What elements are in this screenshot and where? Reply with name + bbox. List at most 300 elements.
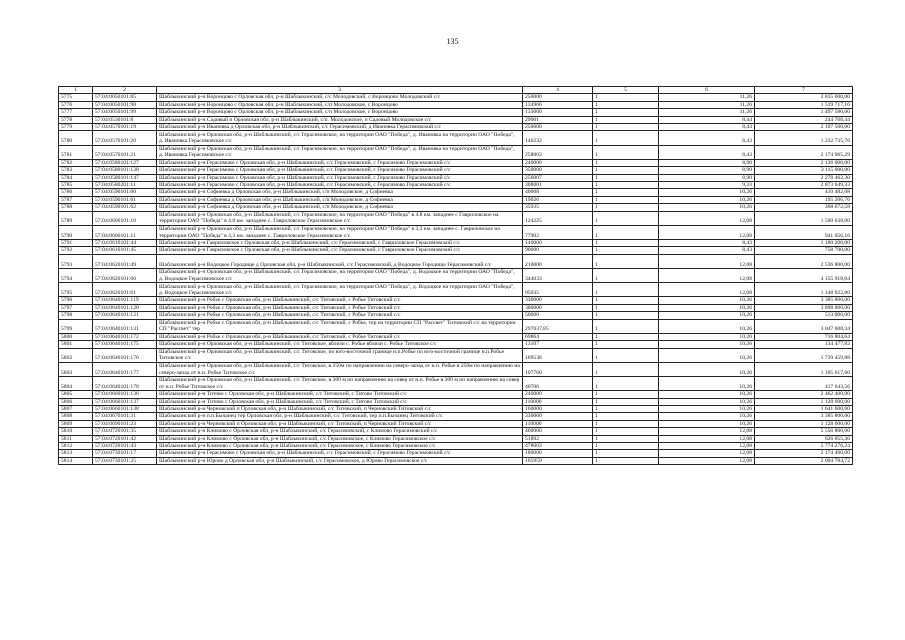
cadastral-value: 1 497 580,00: [755, 109, 853, 116]
count-value: 1: [593, 182, 659, 189]
count-value: 1: [593, 435, 659, 442]
row-number: 5781: [59, 145, 93, 159]
location-address: Шаблыкинский р-н Робье с Орловская обл, р-н Шаблыкинский, с/с Титовский, с Робье Титовский с/с: [157, 312, 523, 319]
cadastral-number: 57:04:0660101:138: [93, 406, 157, 413]
count-value: 1: [593, 204, 659, 211]
rate-value: 10,26: [659, 297, 755, 304]
table-row: [59, 247, 853, 254]
location-address: Шаблыкинский р-н Орловская обл, р-н Шаблыкинский, с/с Герасимовское, на территории ОАО "Победа", д. Ивановка на территории ОАО "Победа", д. Ивановка Герасимовское с/с: [157, 131, 523, 145]
table-row: [59, 297, 853, 304]
table-row: [59, 413, 853, 420]
area-value: 350000: [523, 167, 593, 174]
cadastral-number: 57:04:0720101:42: [93, 435, 157, 442]
cadastral-value: 1 739 459,88: [755, 348, 853, 362]
row-number: 5788: [59, 204, 93, 211]
area-value: 13107: [523, 341, 593, 348]
area-value: 240000: [523, 159, 593, 166]
rate-value: 10,26: [659, 319, 755, 333]
location-address: Шаблыкинский р-н Титово с Орловская обл, р-н Шаблыкинский, с/с Титовский, с Титово Титовский с/с: [157, 391, 523, 398]
cadastral-number: 57:04:0050101:99: [93, 109, 157, 116]
column-number: 6: [659, 87, 755, 94]
table-row: [59, 116, 853, 123]
cadastral-value: 1 641 600,00: [755, 406, 853, 413]
count-value: 1: [593, 312, 659, 319]
table-row: [59, 204, 853, 211]
count-value: 1: [593, 94, 659, 101]
location-address: Шаблыкинский р-н Робье с Орловская обл, р-н Шаблыкинский, с/с Титовский, с Робье Титовский с/с: [157, 333, 523, 340]
area-value: 95035: [523, 283, 593, 297]
location-address: Шаблыкинский р-н Герасимово с Орловская обл, р-н Шаблыкинский, с/с Герасимовский, с Герасимово Герасимовский с/с: [157, 182, 523, 189]
rate-value: 10,26: [659, 333, 755, 340]
cadastral-number: 57:04:0600101:10: [93, 211, 157, 225]
rate-value: 10,26: [659, 312, 755, 319]
count-value: 1: [593, 406, 659, 413]
cadastral-number: 57:04:0640101:176: [93, 348, 157, 362]
cadastral-number: 57:04:0530101:8: [93, 116, 157, 123]
location-address: Шаблыкинский р-н Орловская обл, р-н Шаблыкинский, с/с Титовское, в 300 м по направлению на север от н.п. Робье в 300 м по направлению на север от н.п. Робье Титовское с/с: [157, 377, 523, 391]
cadastral-value: 2 174 400,00: [755, 450, 853, 457]
location-address: Шаблыкинский р-н Климово с Орловская обл, р-н Шаблыкинский, с/с Герасимовское, с Климово Герасимовское с/с: [157, 435, 523, 442]
table-row: [59, 450, 853, 457]
row-number: 5786: [59, 189, 93, 196]
row-number: 5803: [59, 362, 93, 376]
area-value: 19026: [523, 196, 593, 203]
location-address: Шаблыкинский р-н Робье с Орловская обл, р-н Шаблыкинский, с/с Титовский, с Робье Титовский с/с: [157, 297, 523, 304]
area-value: 107760: [523, 362, 593, 376]
location-address: Шаблыкинский р-н Черновский п Орловская обл, р-н Шаблыкинский, с/с Титовский, п Черновский Титовский с/с: [157, 406, 523, 413]
cadastral-number: 57:04:0730101:25: [93, 457, 157, 464]
table-row: [59, 174, 853, 181]
location-address: Шаблыкинский р-н Черновский п Орловская обл, р-н Шаблыкинский, с/с Титовский, п Черновский Титовский с/с: [157, 420, 523, 427]
cadastral-value: 1 128 600,00: [755, 398, 853, 405]
rate-value: 12,08: [659, 283, 755, 297]
count-value: 1: [593, 131, 659, 145]
row-number: 5797: [59, 304, 93, 311]
area-value: 29001: [523, 116, 593, 123]
location-address: Шаблыкинский р-н Гавриловское с Орловская обл, р-н Шаблыкинский, с/с Герасимовский, с Гавриловское Герасимовский с/с: [157, 240, 523, 247]
cadastral-number: 57:04:0640101:131: [93, 319, 157, 333]
location-address: Шаблыкинский р-н Герасимово с Орловская обл, р-н Шаблыкинский, с/с Герасимовский, с Герасимово Герасимовский с/с: [157, 450, 523, 457]
location-address: Шаблыкинский р-н Садовый п Орловская обл, р-н Шаблыкинский, с/п. Молодовское, п Садовый Молодовское с/с: [157, 116, 523, 123]
area-value: 258003: [523, 145, 593, 159]
cadastral-number: 57:04:0640101:120: [93, 304, 157, 311]
cadastral-value: 1 519 717,16: [755, 101, 853, 108]
location-address: Шаблыкинский р-н Орловская обл, р-н Шаблыкинский, с/с Герасимовское, на территории ОАО "Победа", д. Ивановка на территории ОАО "Победа", д. Ивановка Герасимовское с/с: [157, 145, 523, 159]
count-value: 1: [593, 283, 659, 297]
count-value: 1: [593, 398, 659, 405]
count-value: 1: [593, 167, 659, 174]
row-number: 5779: [59, 124, 93, 131]
count-value: 1: [593, 116, 659, 123]
row-number: 5800: [59, 333, 93, 340]
row-number: 5776: [59, 101, 93, 108]
rate-value: 10,26: [659, 304, 755, 311]
row-number: 5805: [59, 391, 93, 398]
rate-value: 10,26: [659, 348, 755, 362]
rate-value: 12,08: [659, 254, 755, 268]
row-number: 5808: [59, 413, 93, 420]
table-row: [59, 109, 853, 116]
table-row: [59, 406, 853, 413]
location-address: Шаблыкинский р-н Орловская обл, р-н Шаблыкинский, с/с Герасимовское, на территории ОАО "Победа" в 4.8 км. западнее с Гавриловское на территории ОАО "Победа" в 4.8 км. западнее с. Гавриловское Герасимовское с/с: [157, 211, 523, 225]
area-value: 180000: [523, 450, 593, 457]
location-address: Шаблыкинский р-н Воронцово с Орловская обл, р-н Шаблыкинский, с/с Молодовский, с Воронцово Молодовский с/с: [157, 94, 523, 101]
row-number: 5784: [59, 174, 93, 181]
table-row: [59, 269, 853, 283]
rate-value: 10,26: [659, 341, 755, 348]
table-row: [59, 94, 853, 101]
location-address: Шаблыкинский р-н Водоцкое Городище д Орловская обл, р-н Шаблыкинский, с/с Герасимовский, д Водоцкое Городище Герасимовский с/с: [157, 254, 523, 268]
rate-value: 8,90: [659, 159, 755, 166]
row-number: 5785: [59, 182, 93, 189]
area-value: 40706: [523, 377, 593, 391]
area-value: 69864: [523, 333, 593, 340]
location-address: Шаблыкинский р-н Ивановка д Орловская обл, р-н Шаблыкинский, с/с Герасимовский, д Ивановка Герасимовский с/с: [157, 124, 523, 131]
table-row: [59, 333, 853, 340]
cadastral-number: 57:04:0590101:60: [93, 189, 157, 196]
count-value: 1: [593, 428, 659, 435]
rate-value: 10,26: [659, 189, 755, 196]
rate-value: 12,08: [659, 443, 755, 450]
row-number: 5780: [59, 131, 93, 145]
area-value: 380000: [523, 304, 593, 311]
table-row: [59, 457, 853, 464]
row-number: 5796: [59, 297, 93, 304]
column-number: 3: [157, 87, 523, 94]
area-value: 134966: [523, 101, 593, 108]
area-value: 478003: [523, 443, 593, 450]
area-value: 297037,85: [523, 319, 593, 333]
count-value: 1: [593, 413, 659, 420]
area-value: 124225: [523, 211, 593, 225]
row-number: 5789: [59, 211, 93, 225]
location-address: Шаблыкинский р-н Воронцово с Орловская обл, р-н Шаблыкинский, с/п Молодовское, с Воронцово: [157, 101, 523, 108]
cadastral-value: 2 278 462,30: [755, 174, 853, 181]
rate-value: 8,43: [659, 131, 755, 145]
table-row: [59, 341, 853, 348]
area-value: 240000: [523, 391, 593, 398]
rate-value: 12,08: [659, 450, 755, 457]
table-row: [59, 435, 853, 442]
rate-value: 12,08: [659, 225, 755, 239]
rate-value: 10,26: [659, 196, 755, 203]
table-row: [59, 304, 853, 311]
area-value: 165959: [523, 457, 593, 464]
area-value: 51892: [523, 435, 593, 442]
cadastral-number: 57:04:0720101:35: [93, 428, 157, 435]
cadastral-value: 1 180 200,00: [755, 240, 853, 247]
table-row: [59, 420, 853, 427]
row-number: 5809: [59, 420, 93, 427]
cadastral-value: 2 136 000,00: [755, 159, 853, 166]
cadastral-number: 57:04:0640101:121: [93, 312, 157, 319]
count-value: 1: [593, 457, 659, 464]
area-value: 250000: [523, 94, 593, 101]
cadastral-value: 1 500 638,00: [755, 211, 853, 225]
rate-value: 11,26: [659, 109, 755, 116]
row-number: 5778: [59, 116, 93, 123]
count-value: 1: [593, 333, 659, 340]
table-row: [59, 131, 853, 145]
cadastral-number: 57:04:0580101:127: [93, 159, 157, 166]
row-number: 5806: [59, 398, 93, 405]
cadastral-number: 57:04:0600101:11: [93, 225, 157, 239]
table-row: [59, 348, 853, 362]
cadastral-number: 57:04:0620101:60: [93, 269, 157, 283]
table-row: [59, 254, 853, 268]
area-value: 35935: [523, 204, 593, 211]
row-number: 5793: [59, 254, 93, 268]
location-address: Шаблыкинский р-н Орловская обл, р-н Шаблыкинский, с/с Герасимовское, на территории ОАО "Победа", д. Водоцкое на территории ОАО "Победа", д. Водоцкое Герасимовское с/с: [157, 283, 523, 297]
rate-value: 8,44: [659, 116, 755, 123]
table-row: [59, 240, 853, 247]
area-value: 50000: [523, 312, 593, 319]
area-value: 169538: [523, 348, 593, 362]
row-number: 5802: [59, 348, 93, 362]
count-value: 1: [593, 391, 659, 398]
cadastral-number: 57:04:0580101:128: [93, 167, 157, 174]
cadastral-number: 57:04:0620101:49: [93, 254, 157, 268]
row-number: 5787: [59, 196, 93, 203]
cadastral-number: 57:04:0720101:43: [93, 443, 157, 450]
count-value: 1: [593, 420, 659, 427]
cadastral-number: 57:04:0690101:23: [93, 420, 157, 427]
location-address: Шаблыкинский р-н Софиевка д Орловская обл, р-н Шаблыкинский, с/п Молодовское, д Софиевка: [157, 204, 523, 211]
column-number: 4: [523, 87, 593, 94]
column-number: 5: [593, 87, 659, 94]
table-row: [59, 398, 853, 405]
rate-value: 9,33: [659, 182, 755, 189]
rate-value: 10,26: [659, 413, 755, 420]
location-address: Шаблыкинский р-н Орловская обл, р-н Шаблыкинский, с/с Герасимовское, на территории ОАО "Победа", д. Водоцкое на территории ОАО "Победа", д. Водоцкое Герасимовское с/с: [157, 269, 523, 283]
cadastral-value: 2 815 000,00: [755, 94, 853, 101]
row-number: 5811: [59, 435, 93, 442]
cadastral-value: 3 898 800,00: [755, 304, 853, 311]
table-row: [59, 167, 853, 174]
location-address: Шаблыкинский р-н Орловская обл, р-н Шаблыкинский, с/с Титовское, по юго-восточной границе н.п.Робье по юго-восточной границе н.п.Робье Титовское с/с: [157, 348, 523, 362]
count-value: 1: [593, 240, 659, 247]
land-registry-table: [58, 86, 853, 465]
row-number: 5810: [59, 428, 93, 435]
cadastral-number: 57:04:0590101:61: [93, 196, 157, 203]
location-address: Шаблыкинский р-н Орловская обл, р-н Шаблыкинский, с/с Титовское, вблизи с. Робье вблизи с. Робье Титовское с/с: [157, 341, 523, 348]
rate-value: 10,26: [659, 377, 755, 391]
count-value: 1: [593, 225, 659, 239]
count-value: 1: [593, 101, 659, 108]
cadastral-number: 57:04:0580101:147: [93, 174, 157, 181]
column-number-row: [59, 87, 853, 94]
row-number: 5798: [59, 312, 93, 319]
cadastral-value: 2 462 400,00: [755, 391, 853, 398]
count-value: 1: [593, 247, 659, 254]
table-row: [59, 145, 853, 159]
row-number: 5813: [59, 450, 93, 457]
rate-value: 10,26: [659, 362, 755, 376]
rate-value: 8,43: [659, 145, 755, 159]
cadastral-number: 57:04:0570101:19: [93, 124, 157, 131]
rate-value: 8,43: [659, 240, 755, 247]
cadastral-number: 57:04:0730101:17: [93, 450, 157, 457]
count-value: 1: [593, 341, 659, 348]
cadastral-number: 57:04:0640101:119: [93, 297, 157, 304]
rate-value: 12,08: [659, 457, 755, 464]
table-row: [59, 159, 853, 166]
row-number: 5791: [59, 240, 93, 247]
count-value: 1: [593, 297, 659, 304]
column-number: 1: [59, 87, 93, 94]
rate-value: 12,08: [659, 269, 755, 283]
table-body: [59, 94, 853, 465]
location-address: Шаблыкинский р-н Титово с Орловская обл, р-н Шаблыкинский, с/с Титовский, с Титово Титовский с/с: [157, 398, 523, 405]
count-value: 1: [593, 269, 659, 283]
cadastral-number: 57:04:0640101:175: [93, 341, 157, 348]
count-value: 1: [593, 124, 659, 131]
cadastral-value: 1 232 735,76: [755, 131, 853, 145]
table-row: [59, 312, 853, 319]
cadastral-number: 57:04:0570101:20: [93, 131, 157, 145]
cadastral-value: 3 385 800,00: [755, 413, 853, 420]
row-number: 5790: [59, 225, 93, 239]
rate-value: 12,08: [659, 435, 755, 442]
location-address: Шаблыкинский р-н Герасимово с Орловская обл, р-н Шаблыкинский, с/с Герасимовский, с Герасимово Герасимовский с/с: [157, 174, 523, 181]
cadastral-value: 2 174 965,29: [755, 145, 853, 159]
row-number: 5799: [59, 319, 93, 333]
table-row: [59, 428, 853, 435]
count-value: 1: [593, 443, 659, 450]
cadastral-value: 626 855,36: [755, 435, 853, 442]
area-value: 330000: [523, 413, 593, 420]
location-address: Шаблыкинский р-н Орловская обл, р-н Шаблыкинский, с/с Титовское, в 250м по направлению на северо-запад от н.п. Робье в 250м по направлению на северо-запад от н.п. Робье Титовское с/с: [157, 362, 523, 376]
cadastral-number: 57:04:0580201:11: [93, 182, 157, 189]
row-number: 5792: [59, 247, 93, 254]
count-value: 1: [593, 109, 659, 116]
area-value: 90000: [523, 247, 593, 254]
rate-value: 8,43: [659, 124, 755, 131]
area-value: 146232: [523, 131, 593, 145]
cadastral-number: 57:04:0610101:45: [93, 247, 157, 254]
row-number: 5777: [59, 109, 93, 116]
cadastral-value: 3 047 608,34: [755, 319, 853, 333]
column-number: 7: [755, 87, 853, 94]
location-address: Шаблыкинский р-н Робье с Орловская обл, р-н Шаблыкинский, с/с Титовский, с Робье, тер на территории СП "Рассвет" Титовский с/с на территории СП "Рассвет" тер: [157, 319, 523, 333]
row-number: 5804: [59, 377, 93, 391]
cadastral-value: 417 643,56: [755, 377, 853, 391]
count-value: 1: [593, 348, 659, 362]
location-address: Шаблыкинский р-н Воронцово с Орловская обл, р-н Шаблыкинский, с/п Молодовское, с Воронцово: [157, 109, 523, 116]
area-value: 250000: [523, 124, 593, 131]
column-number: 2: [93, 87, 157, 94]
cadastral-value: 195 206,76: [755, 196, 853, 203]
cadastral-value: 716 804,64: [755, 333, 853, 340]
count-value: 1: [593, 211, 659, 225]
location-address: Шаблыкинский р-н п.п.Бычанец тер Орловская обл, р-н Шаблыкинский, с/с Титовский, тер п.п.Бычанец Титовский с/с: [157, 413, 523, 420]
cadastral-value: 941 056,16: [755, 225, 853, 239]
table-row: [59, 196, 853, 203]
table-row: [59, 101, 853, 108]
row-number: 5782: [59, 159, 93, 166]
area-value: 256007: [523, 174, 593, 181]
cadastral-number: 57:04:0050101:98: [93, 101, 157, 108]
area-value: 40008: [523, 189, 593, 196]
area-value: 210000: [523, 254, 593, 268]
location-address: Шаблыкинский р-н Климово с Орловская обл, р-н Шаблыкинский, с/с Герасимовское, с Климово Герасимовское с/с: [157, 443, 523, 450]
cadastral-value: 368 672,58: [755, 204, 853, 211]
page-number: 135: [446, 37, 459, 46]
table-row: [59, 283, 853, 297]
cadastral-value: 1 128 600,00: [755, 420, 853, 427]
rate-value: 12,08: [659, 211, 755, 225]
cadastral-number: 57:04:0050101:85: [93, 94, 157, 101]
location-address: Шаблыкинский р-н Софиевка д Орловская обл, р-н Шаблыкинский, с/п Молодовское, д Софиевка: [157, 196, 523, 203]
table-row: [59, 319, 853, 333]
rate-value: 10,26: [659, 398, 755, 405]
count-value: 1: [593, 254, 659, 268]
cadastral-value: 3 385 800,00: [755, 297, 853, 304]
cadastral-number: 57:04:0660101:136: [93, 391, 157, 398]
cadastral-value: 244 768,44: [755, 116, 853, 123]
location-address: Шаблыкинский р-н Климово с Орловская обл, р-н Шаблыкинский, с/с Герасимовский, с Климово Герасимовский с/с: [157, 428, 523, 435]
location-address: Шаблыкинский р-н Софиевка д Орловская обл, р-н Шаблыкинский, с/п Молодовское, д Софиевка: [157, 189, 523, 196]
count-value: 1: [593, 159, 659, 166]
table-row: [59, 211, 853, 225]
area-value: 110000: [523, 420, 593, 427]
rate-value: 10,26: [659, 391, 755, 398]
rate-value: 10,26: [659, 420, 755, 427]
location-address: Шаблыкинский р-н Юрово д Орловская обл, р-н Шаблыкинский, с/с Герасимовское, д Юрово Герасимовское с/с: [157, 457, 523, 464]
cadastral-number: 57:04:0670101:31: [93, 413, 157, 420]
area-value: 308001: [523, 182, 593, 189]
cadastral-value: 513 000,00: [755, 312, 853, 319]
area-value: 330000: [523, 297, 593, 304]
count-value: 1: [593, 377, 659, 391]
rate-value: 8,90: [659, 174, 755, 181]
cadastral-value: 3 115 000,00: [755, 167, 853, 174]
table-row: [59, 391, 853, 398]
rate-value: 8,90: [659, 167, 755, 174]
row-number: 5814: [59, 457, 93, 464]
cadastral-value: 758 700,00: [755, 247, 853, 254]
rate-value: 12,08: [659, 428, 755, 435]
area-value: 110000: [523, 398, 593, 405]
rate-value: 11,26: [659, 101, 755, 108]
cadastral-number: 57:04:0660101:137: [93, 398, 157, 405]
row-number: 5783: [59, 167, 93, 174]
cadastral-number: 57:04:0620101:61: [93, 283, 157, 297]
cadastral-value: 2 873 649,33: [755, 182, 853, 189]
cadastral-value: 2 107 500,00: [755, 124, 853, 131]
rate-value: 10,26: [659, 406, 755, 413]
cadastral-number: 57:04:0640101:172: [93, 333, 157, 340]
location-address: Шаблыкинский р-н Герасимово с Орловская обл, р-н Шаблыкинский, с/с Герасимовский, с Герасимово Герасимовский с/с: [157, 159, 523, 166]
rate-value: 10,26: [659, 204, 755, 211]
cadastral-value: 1 148 022,80: [755, 283, 853, 297]
location-address: Шаблыкинский р-н Гавриловское с Орловская обл, р-н Шаблыкинский, с/с Герасимовский, с Гавриловское Герасимовский с/с: [157, 247, 523, 254]
table-row: [59, 362, 853, 376]
area-value: 133000: [523, 109, 593, 116]
rate-value: 8,43: [659, 247, 755, 254]
area-value: 77902: [523, 225, 593, 239]
row-number: 5795: [59, 283, 93, 297]
cadastral-number: 57:04:0610101:44: [93, 240, 157, 247]
location-address: Шаблыкинский р-н Орловская обл, р-н Шаблыкинский, с/с Герасимовское, на территории ОАО "Победа" в 3,3 км. западнее с. Гавриловское на территории ОАО "Победа" в 3,3 км. западнее с. Гавриловское Герасимовское с/с: [157, 225, 523, 239]
table-row: [59, 182, 853, 189]
cadastral-value: 5 774 276,24: [755, 443, 853, 450]
cadastral-value: 5 556 800,00: [755, 428, 853, 435]
cadastral-value: 2 004 784,72: [755, 457, 853, 464]
table-row: [59, 443, 853, 450]
count-value: 1: [593, 319, 659, 333]
row-number: 5775: [59, 94, 93, 101]
